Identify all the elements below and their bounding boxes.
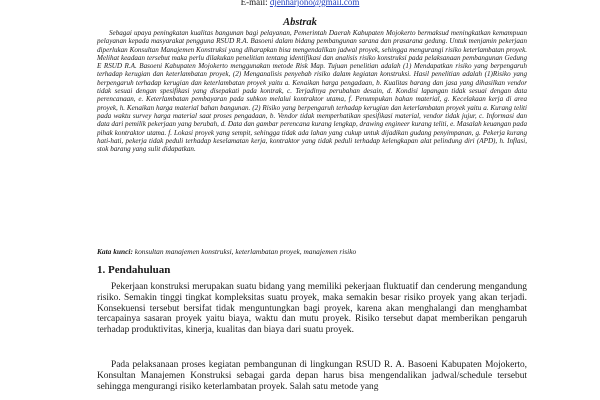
intro-paragraph-1: Pekerjaan konstruksi merupakan suatu bidang yang memiliki pekerjaan fluktuatif dan cenderung mengandung risiko. Semakin tinggi tingkat kompleksitas suatu proyek, maka semakin besar risiko proyek yang akan terjadi. Konsekuensi tersebut bersifat tidak menguntungkan bagi proyek, karena akan menghalangi dan menghambat tercapainya sasaran proyek yaitu biaya, waktu dan mutu proyek. Risiko tersebut dapat memberikan pengaruh terhadap produktivitas, kinerja, kualitas dan biaya dari suatu proyek. [97,282,527,336]
keywords-text: konsultan manajemen konstruksi, keterlambatan proyek, manajemen risiko [134,247,357,256]
section-title: 1. Pendahuluan [97,264,171,276]
keywords-label: Kata kunci: [97,247,133,256]
keywords-line [97,247,527,256]
author-email-line [0,0,600,7]
abstract-body: Sebagai upaya peningkatan kualitas bangunan bagi pelayanan, Pemerintah Daerah Kabupaten Mojokerto bermaksud meningkatkan kemampuan pelayanan kepada masyarakat pengguna RSUD R.A. Basoeni dalam bidang pembangunan sarana dan prasarana gedung. Untuk menjamin pekerjaan diperlukan Konsultan Manajemen Konstruksi yang diharapkan bisa mengendalikan jadwal proyek, sehingga mengurangi risiko keterlambatan proyek. Melihat keadaan tersebut maka perlu dilakukan penelitian tentang identifikasi dan analisis risiko konstruksi pada pelaksanaan pembangunan Gedung E RSUD R.A. Basoeni Kabupaten Mojokerto menggunakan metode Risk Map. Tujuan penelitian adalah (1) Mendapatkan risiko yang berpengaruh terhadap kerugian dan keterlambatan proyek, (2) Menganalisis penyebab risiko dalam kegiatan konstruksi. Hasil penelitian adalah (1)Risiko yang berpengaruh terhadap kerugian dan keterlambatan proyek yaitu a. Kenaikan harga pengadaan, b. Kualitas barang dan jasa yang dihasilkan vendor tidak sesuai dengan spesifikasi yang disepakati pada kontrak, c. Terjadinya perubahan desain, d. Kondisi lapangan tidak sesuai dengan data perencanaan, e. Keterlambatan pembayaran pada subkon melalui kontraktor utama, f. Penumpukan bahan material, g. Kecelakaan kerja di area proyek, h. Kenaikan harga material bahan bangunan. (2) Risiko yang berpengaruh terhadap kerugian dan keterlambatan proyek yaitu a. Kurang teliti pada waktu survey harga material saat proses pengadaan, b. Vendor tidak memperhatikan spesifikasi material, vendor tidak jujur, c. Informasi dan data dari pemilik pekerjaan yang berubah, d. Data dan gambar perencana kurang lengkap, drawing engineer kurang teliti, e. Masalah keuangan pada pihak kontraktor utama. f. Lokasi proyek yang sempit, sehingga tidak ada lahan yang cukup untuk dijadikan gudang penyimpanan, g. Pekerja kurang hati-hati, pekerja tidak peduli terhadap keselamatan kerja, kontraktor yang tidak peduli terhadap kelengkapan alat pelindung diri (APD), h. Inflasi, stok barang yang sulit didapatkan. [97,29,527,154]
intro-paragraph-2: Pada pelaksanaan proses kegiatan pembangunan di lingkungan RSUD R. A. Basoeni Kabupaten Mojokerto, Konsultan Manajemen Konstruksi sebagai garda depan harus bisa mengendalikan jadwal/schedule tersebut sehingga mengurangi risiko keterlambatan proyek. Salah satu metode yang [97,360,527,392]
abstract-title: Abstrak [283,17,317,28]
email-label: E-mail: [240,0,268,7]
email-link[interactable]: djenharjono@gmail.com [269,0,360,7]
